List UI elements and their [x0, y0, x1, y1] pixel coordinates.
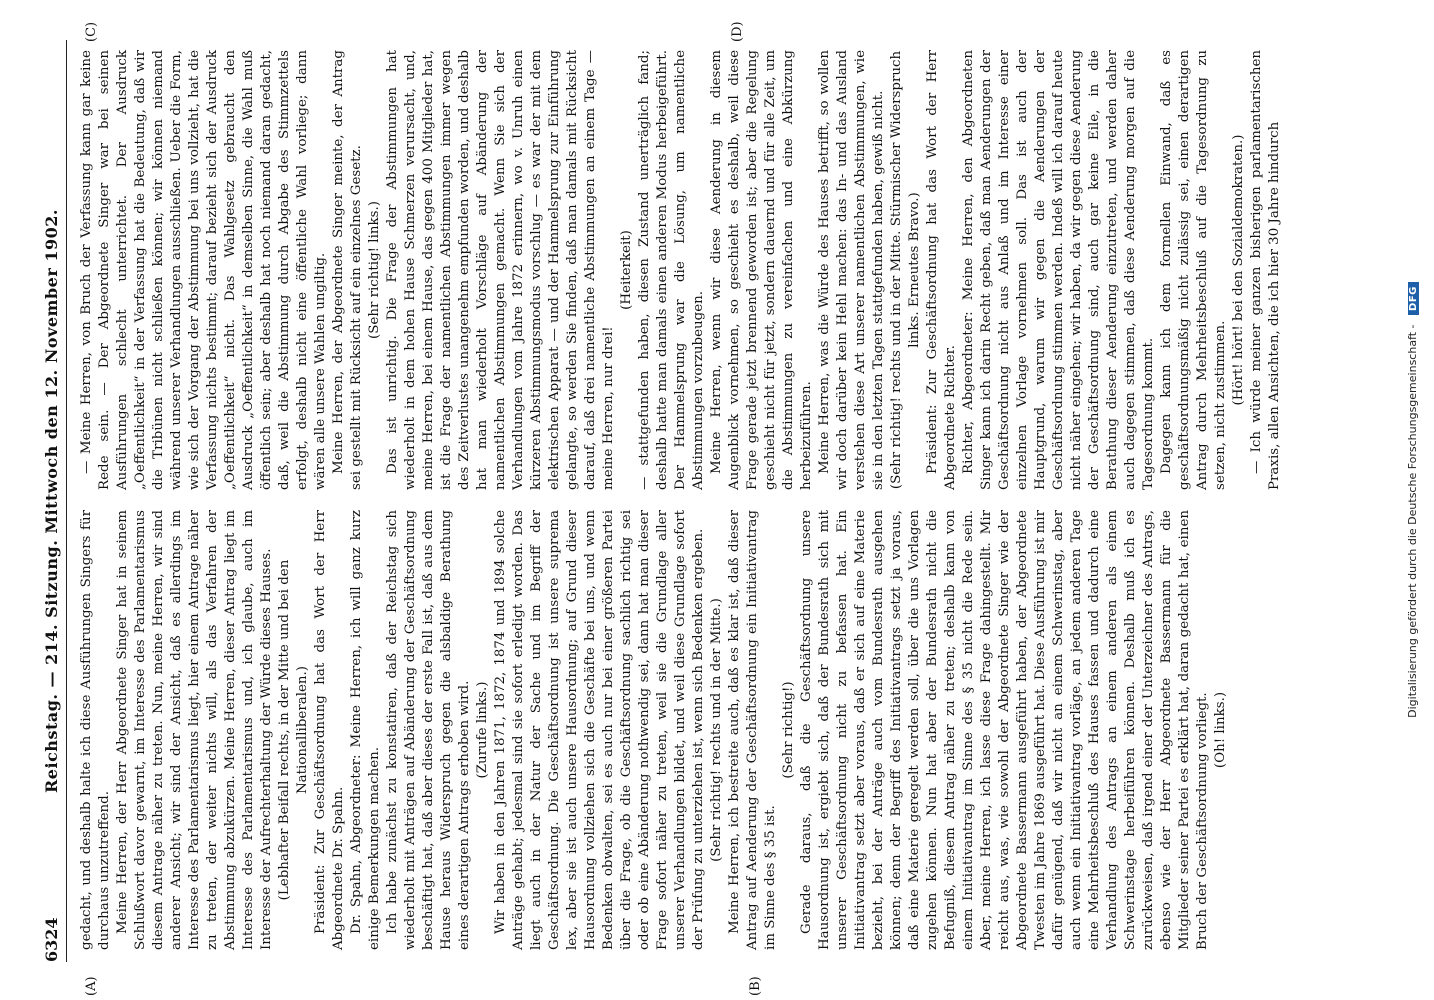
interjection: (Sehr richtig! rechts und in der Mitte.)	[709, 598, 724, 862]
interjection: (Sehr richtig! rechts und in der Mitte. Stürmischer Widerspruch links. Erneutes Bravo.)	[889, 50, 922, 490]
paragraph: Wir haben in den Jahren 1871, 1872, 1874 und 1894 solche Anträge gehabt; jedesmal sind sie sofort erledigt worden. Das liegt auch in der Natur der Sache und im Begriff der Geschäftsordnung. Die Geschäftsordnung ist unsere suprema lex, aber sie ist auch unsere Hausordnung; auf Grund dieser Hausordnung vollziehen sich die Geschäfte bei uns, und wenn Bedenken obwalten, sei es auch nur bei einer größeren Partei über die Frage, ob die Geschäftsordnung sachlich richtig sei oder ob eine Abänderung nothwendig sei, dann hat man dieser Frage sofort näher zu treten, weil sie die Grundlage aller unserer Verhandlungen bildet, und weil diese Grundlage sofort der Prüfung zu unterziehen ist, wenn sich Bedenken ergeben.	[493, 510, 706, 950]
page-header-title: Reichstag. — 214. Sitzung. Mittwoch den 12. November 1902.	[42, 209, 61, 793]
dfg-logo: DFG	[1408, 282, 1419, 315]
interjection: (Zurufe links.)	[475, 681, 490, 779]
interjection: (Sehr richtig!)	[781, 681, 796, 779]
margin-letter-b: (B)	[748, 976, 763, 996]
paragraph: Gerade daraus, daß die Geschäftsordnung unsere Hausordnung ist, ergiebt sich, daß der Bundesrath sich mit unserer Geschäftsordnung nicht zu befassen hat. Ein Initiativantrag setzt aber voraus, daß er sich auf eine Materie bezieht, bei der Anträge auch vom Bundesrath ausgehen können; denn der Begriff des Initiativantrags setzt ja voraus, daß eine Materie geregelt werden soll, über die uns Vorlagen zugehen können. Nun hat aber der Bundesrath nicht die Befugniß, diesem Antrag näher zu treten; deshalb kann von einem Initiativantrag im Sinne des § 35 nicht die Rede sein. Aber, meine Herren, ich lasse diese Frage dahingestellt. Mir reicht aus, was, wie sowohl der Abgeordnete Singer wie der Abgeordnete Bassermann ausgeführt haben, der Abgeordnete Twesten im Jahre 1869 ausgeführt hat. Diese Ausführung ist mir dafür genügend, daß wir nicht an einem Schwerinstag, aber auch wenn ein Initiativantrag vorläge, an jedem anderen Tage eine Mehrheitsbeschluß des Hauses fassen und dadurch eine Verhandlung des Antrags an einem anderen als einem Schwerinstage herbeiführen können. Deshalb muß ich es zurückweisen, daß irgend einer der Unterzeichner des Antrags, ebenso wie der Herr Abgeordnete Bassermann für die Mitglieder seiner Partei es erklärt hat, daran gedacht hat, einen Bruch der Geschäftsordnung vorliegt.	[799, 510, 1210, 950]
credit-text: Digitalisierung gefördert durch die Deutsche Forschungsgemeinschaft -	[1406, 324, 1419, 718]
paragraph: Richter, Abgeordneter: Meine Herren, den Abgeordneten Singer kann ich darin Recht geben, daß man Aenderungen der Geschäftsordnung nicht aus Anlaß und im Interesse einer einzelnen Vorlage vornehmen soll. Das ist auch der Hauptgrund, warum wir gegen die Aenderungen der Geschäftsordnung stimmen werden. Indeß will ich darauf heute nicht näher eingehen; wir haben, da wir gegen diese Aenderung der Geschäftsordnung sind, auch gar keine Eile, in die Berathung dieser Aenderung einzutreten, und werden daher auch dagegen stimmen, daß diese Aenderung morgen auf die Tagesordnung kommt.	[961, 50, 1156, 490]
page-number: 6324	[42, 917, 61, 962]
paragraph: Dr. Spahn, Abgeordneter: Meine Herren, ich will ganz kurz einige Bemerkungen machen.	[349, 510, 382, 950]
paragraph: Meine Herren, wenn wir diese Aenderung in diesem Augenblick vornehmen, so geschieht es deshalb, weil diese Frage gerade jetzt brennend geworden ist; aber die Regelung geschieht nicht für jetzt, sondern dauernd und für alle Zeit, um die Abstimmungen zu vereinfachen und eine Abkürzung herbeizuführen.	[709, 50, 814, 490]
paragraph: — Ich würde meiner ganzen bisherigen parlamentarischen Praxis, allen Ansichten, die ich hier 30 Jahre hindurch	[1249, 50, 1282, 490]
paragraph: Ich habe zunächst zu konstatiren, daß der Reichstag sich wiederholt mit Anträgen auf Abänderung der Geschäftsordnung beschäftigt hat, daß aber dieses der erste Fall ist, daß aus dem Hause heraus Widerspruch gegen die alsbaldige Berathung eines derartigen Antrags erhoben wird.	[385, 510, 472, 950]
interjection: (Lebhafter Beifall rechts, in der Mitte und bei den Nationalliberalen.)	[277, 559, 310, 901]
left-column	[78, 510, 1230, 950]
paragraph: Meine Herren, der Abgeordnete Singer meinte, der Antrag sei gestellt mit Rücksicht auf ein einzelnes Gesetz.	[331, 50, 364, 490]
digitization-credit	[1406, 40, 1430, 960]
paragraph: gedacht, und deshalb halte ich diese Ausführungen Singers für durchaus unzutreffend.	[79, 510, 112, 950]
paragraph: Präsident: Zur Geschäftsordnung hat das Wort der Herr Abgeordnete Richter.	[925, 50, 958, 490]
paragraph: Meine Herren, was die Würde des Hauses betrifft, so wollen wir doch darüber kein Hehl machen: das In- und das Ausland verstehen diese Art unserer namentlichen Abstimmungen, wie sie in den letzten Tagen stattgefunden haben, gewiß nicht.	[817, 50, 886, 490]
margin-letter-c: (C)	[84, 21, 99, 42]
interjection: (Sehr richtig! links.)	[367, 201, 382, 339]
right-column	[78, 50, 1284, 490]
running-head	[38, 40, 67, 962]
paragraph: Meine Herren, ich bestreite auch, daß es klar ist, daß dieser Antrag auf Aenderung der Geschäftsordnung ein Initiativantrag im Sinne des § 35 ist.	[727, 510, 778, 950]
margin-letter-d: (D)	[730, 21, 745, 42]
paragraph: Dagegen kann ich dem formellen Einwand, daß es geschäftsordnungsmäßig nicht zulässig sei, einen derartigen Antrag durch Mehrheitsbeschluß auf die Tagesordnung zu setzen, nicht zustimmen.	[1159, 50, 1228, 490]
interjection: (Hört! hört! bei den Sozialdemokraten.)	[1231, 134, 1246, 406]
paragraph: Das ist unrichtig. Die Frage der Abstimmungen hat wiederholt in dem hohen Hause Schmerzen verursacht, und, meine Herren, bei einem Hause, das gegen 400 Mitglieder hat, ist die Frage der namentlichen Abstimmungen immer wegen des Zeitverlustes unangenehm empfunden worden, und deshalb hat man wiederholt Vorschläge auf Abänderung der namentlichen Abstimmungen gemacht. Wenn Sie sich der Verhandlungen vom Jahre 1872 erinnern, wo v. Unruh einen kürzeren Abstimmungsmodus vorschlug — es war der mit dem elektrischen Apparat — und der Hammelsprung zur Einführung gelangte, so werden Sie finden, daß man damals mit Rücksicht darauf, daß drei namentliche Abstimmungen an einem Tage — meine Herren, nur drei!	[385, 50, 616, 490]
paragraph: — stattgefunden haben, diesen Zustand unerträglich fand; deshalb hatte man damals einen anderen Modus herbeigeführt. Der Hammelsprung war die Lösung, um namentliche Abstimmungen vorzubeugen.	[637, 50, 706, 490]
paragraph: — Meine Herren, von Bruch der Verfassung kann gar keine Rede sein. — Der Abgeordnete Singer war bei seinen Ausführungen schlecht unterrichtet. Der Ausdruck „Oeffentlichkeit“ in der Verfassung hat die Bedeutung, daß wir die Tribünen nicht schließen können; wir können niemand während unserer Verhandlungen ausschließen. Ueber die Form, wie sich der Vorgang der Abstimmung bei uns vollzieht, hat die Verfassung nichts bestimmt; darauf bezieht sich der Ausdruck „Oeffentlichkeit“ nicht. Das Wahlgesetz gebraucht den Ausdruck „Oeffentlichkeit“ in demselben Sinne, die Wahl muß öffentlich sein; aber deshalb hat noch niemand daran gedacht, daß, weil die Abstimmung durch Abgabe des Stimmzettels erfolgt, deshalb nicht eine öffentliche Wahl vorliege; dann wären alle unsere Wahlen ungiltig.	[79, 50, 328, 490]
paragraph: Meine Herren, der Herr Abgeordnete Singer hat in seinem Schlußwort davor gewarnt, im Interesse des Parlamentarismus diesem Antrage näher zu treten. Nun, meine Herren, wir sind anderer Ansicht; wir sind der Ansicht, daß es allerdings im Interesse des Parlamentarismus liegt, hier einem Antrage näher zu treten, der weiter nichts will, als das Verfahren der Abstimmung abzukürzen. Meine Herren, dieser Antrag liegt im Interesse des Parlamentarismus und, ich glaube, auch im Interesse der Aufrechterhaltung der Würde dieses Hauses.	[115, 510, 274, 950]
margin-letter-a: (A)	[84, 976, 99, 996]
interjection: (Oh! links.)	[1213, 691, 1228, 769]
paragraph: Präsident: Zur Geschäftsordnung hat das Wort der Herr Abgeordnete Dr. Spahn.	[313, 510, 346, 950]
interjection: (Heiterkeit)	[619, 230, 634, 310]
